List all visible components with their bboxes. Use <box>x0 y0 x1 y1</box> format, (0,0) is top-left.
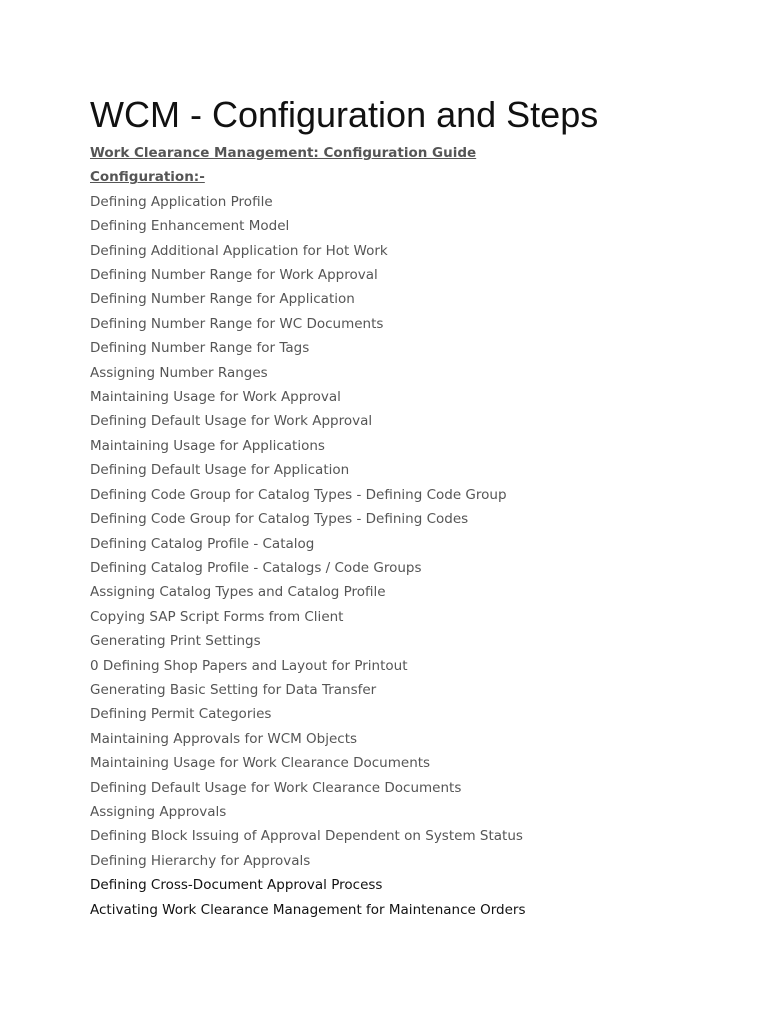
list-item: Defining Default Usage for Application <box>90 462 350 479</box>
list-item: Defining Number Range for Work Approval <box>90 267 378 284</box>
list-item: Maintaining Approvals for WCM Objects <box>90 730 358 747</box>
configuration-step-list <box>90 190 730 922</box>
list-item: Defining Cross-Document Approval Process <box>90 877 383 894</box>
list-item: Defining Number Range for Application <box>90 291 355 308</box>
list-item: Assigning Catalog Types and Catalog Profile <box>90 584 386 601</box>
list-item: Defining Enhancement Model <box>90 218 290 235</box>
list-item: Defining Catalog Profile - Catalog <box>90 535 315 552</box>
list-item: Defining Block Issuing of Approval Dependent on System Status <box>90 828 523 845</box>
document-content <box>90 92 730 922</box>
list-item: Activating Work Clearance Management for Maintenance Orders <box>90 901 526 918</box>
list-item: Maintaining Usage for Work Clearance Documents <box>90 755 431 772</box>
page-title: WCM - Configuration and Steps <box>90 94 599 135</box>
list-item: Assigning Number Ranges <box>90 364 268 381</box>
list-item: Defining Default Usage for Work Approval <box>90 413 373 430</box>
list-item: Defining Application Profile <box>90 193 273 210</box>
configuration-heading: Configuration:- <box>90 169 205 186</box>
list-item: Assigning Approvals <box>90 803 227 820</box>
list-item: Defining Code Group for Catalog Types - Defining Code Group <box>90 486 507 503</box>
list-item: Defining Hierarchy for Approvals <box>90 852 311 869</box>
list-item: Defining Code Group for Catalog Types - Defining Codes <box>90 511 469 528</box>
list-item: Defining Additional Application for Hot Work <box>90 242 388 259</box>
list-item: Maintaining Usage for Applications <box>90 437 325 454</box>
list-item: Defining Catalog Profile - Catalogs / Code Groups <box>90 559 422 576</box>
list-item: Generating Basic Setting for Data Transfer <box>90 681 377 698</box>
guide-subtitle: Work Clearance Management: Configuration Guide <box>90 145 477 161</box>
list-item: Generating Print Settings <box>90 633 261 650</box>
list-item: Defining Default Usage for Work Clearance Documents <box>90 779 462 796</box>
list-item: Copying SAP Script Forms from Client <box>90 608 344 625</box>
list-item: 0 Defining Shop Papers and Layout for Printout <box>90 657 408 674</box>
list-item: Defining Number Range for Tags <box>90 340 310 357</box>
list-item: Defining Number Range for WC Documents <box>90 315 384 332</box>
list-item: Maintaining Usage for Work Approval <box>90 389 341 406</box>
list-item: Defining Permit Categories <box>90 706 272 723</box>
